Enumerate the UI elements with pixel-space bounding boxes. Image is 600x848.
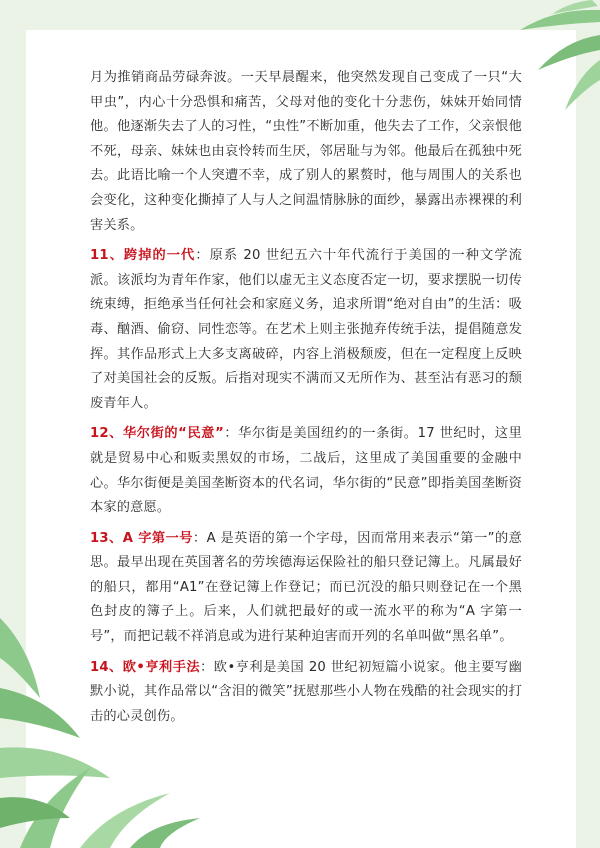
entry-text: ：华尔街是美国纽约的一条街。17 世纪时，这里就是贸易中心和贩卖黑奴的市场，二战后，这里成了美国重要的金融中心。华尔街便是美国垄断资本的代名词，华尔街的“民意”即指美国垄断资本家的意愿。 [90,426,523,516]
intro-paragraph: 月为推销商品劳碌奔波。一天早晨醒来，他突然发现自己变成了一只“大甲虫”，内心十分恐惧和痛苦，父母对他的变化十分悲伤，妹妹开始同情他。他逐渐失去了人的习性，“虫性”不断加重，他失去了工作，父亲恨他不死，母亲、妹妹也由哀怜转而生厌，邻居耻与为邻。他最后在孤独中死去。此语比喻一个人突遭不幸，成了别人的累赘时，他与周围人的关系也会变化，这种变化撕掉了人与人之间温情脉脉的面纱，暴露出赤裸裸的利害关系。 [90,70,522,233]
document-body [90,66,522,735]
entry-14 [90,656,522,730]
entry-11 [90,244,522,416]
entry-text: ：原系 20 世纪五六十年代流行于美国的一种文学流派。该派均为青年作家，他们以虚无主义态度否定一切，要求摆脱一切传统束缚，拒绝承当任何社会和家庭义务，追求所谓“绝对自由”的生活：吸毒、酗酒、偷窃、同性恋等。在艺术上则主张抛弃传统手法，提倡随意发挥。其作品形式上大多支离破碎，内容上消极颓废，但在一定程度上反映了对美国社会的反叛。后指对现实不满而又无所作为、甚至沾有恶习的颓废青年人。 [90,248,522,411]
entry-text: ：A 是英语的第一个字母，因而常用来表示“第一”的意思。最早出现在英国著名的劳埃德海运保险社的船只登记簿上。凡属最好的船只，都用“A1”在登记簿上作登记；而已沉没的船只则登记在一个黑色封皮的簿子上。后来，人们就把最好的或一流水平的称为“A 字第一号”，而把记载不祥消息或为进行某种迫害而开列的名单叫做“黑名单”。 [90,530,523,645]
entry-heading: 14、欧•亨利手法 [90,659,201,675]
entry-text: ：欧•亨利是美国 20 世纪初短篇小说家。他主要写幽默小说，其作品常以“含泪的微笑”抚慰那些小人物在残酷的社会现实的打击的心灵创伤。 [90,659,522,724]
entry-13 [90,527,522,650]
entry-heading: 12、华尔街的“民意” [90,426,224,442]
entry-heading: 13、A 字第一号 [90,530,193,546]
entry-heading: 11、跨掉的一代 [90,248,196,264]
entry-12 [90,422,522,520]
